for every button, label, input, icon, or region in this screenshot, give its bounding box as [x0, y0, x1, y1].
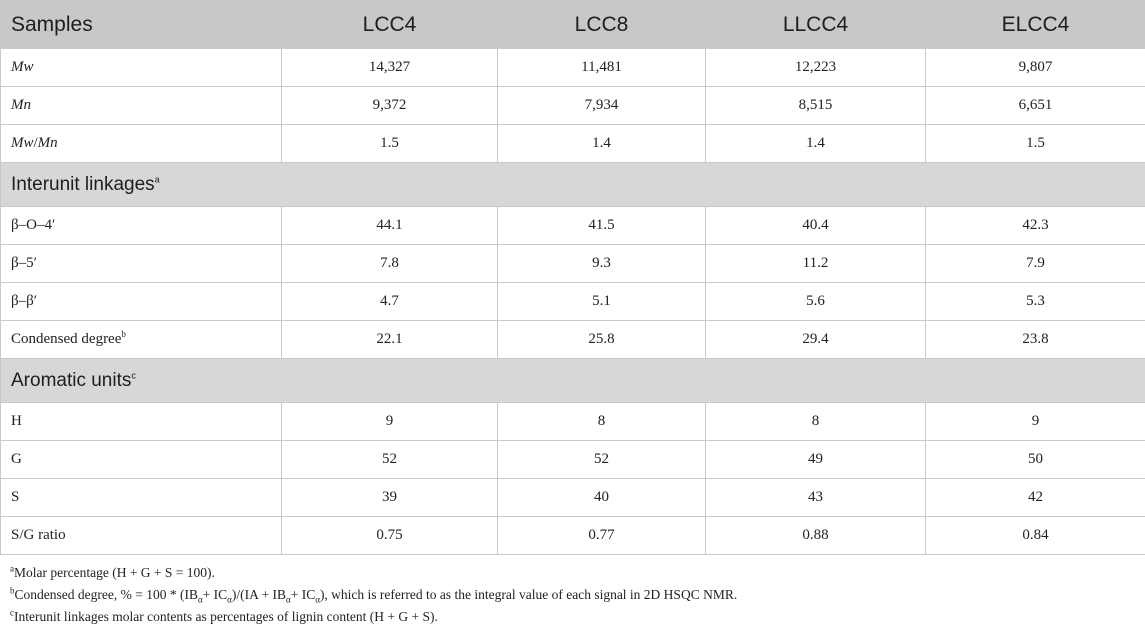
section-title: Interunit linkages [11, 174, 155, 195]
footnote-mark: c [131, 370, 136, 380]
footnote-c [10, 606, 737, 628]
footnote-text: ), which is referred to as the integral value of each signal in 2D HSQC NMR. [320, 587, 737, 602]
table-row [1, 441, 1145, 479]
cell-value: 9 [282, 403, 498, 441]
table-row [1, 283, 1145, 321]
cell-value: 9,372 [282, 87, 498, 125]
cell-value: 11,481 [498, 49, 706, 87]
table-row [1, 321, 1145, 359]
section-header-aromatic [1, 359, 1145, 403]
table-row [1, 245, 1145, 283]
footnote-text: Condensed degree, % = 100 * (IB [15, 587, 198, 602]
cell-value: 40.4 [706, 207, 926, 245]
cell-value: 29.4 [706, 321, 926, 359]
footnote-mark: a [10, 564, 14, 574]
footnote-a [10, 562, 737, 584]
footnote-b [10, 584, 737, 606]
cell-value: 12,223 [706, 49, 926, 87]
cell-value: 50 [926, 441, 1145, 479]
cell-value: 0.75 [282, 517, 498, 555]
subscript: α [286, 595, 291, 605]
row-label: β–β′ [1, 283, 282, 321]
section-header-linkages [1, 163, 1145, 207]
subscript: α [315, 595, 320, 605]
cell-value: 9.3 [498, 245, 706, 283]
row-label [1, 321, 282, 359]
cell-value: 8 [498, 403, 706, 441]
cell-value: 43 [706, 479, 926, 517]
cell-value: 52 [282, 441, 498, 479]
row-label: Mw [1, 49, 282, 87]
footnote-mark: b [10, 586, 15, 596]
cell-value: 5.6 [706, 283, 926, 321]
cell-value: 0.88 [706, 517, 926, 555]
cell-value: 25.8 [498, 321, 706, 359]
cell-value: 7.9 [926, 245, 1145, 283]
row-label: G [1, 441, 282, 479]
row-label: H [1, 403, 282, 441]
header-column: LCC8 [498, 1, 706, 49]
cell-value: 9 [926, 403, 1145, 441]
cell-value: 7.8 [282, 245, 498, 283]
cell-value: 23.8 [926, 321, 1145, 359]
table-header-row [1, 1, 1145, 49]
row-label: S/G ratio [1, 517, 282, 555]
footnote-text: + IC [203, 587, 228, 602]
label-part: Mw [11, 135, 34, 151]
footnote-text: )/(IA + IB [232, 587, 286, 602]
header-samples: Samples [1, 1, 282, 49]
table-row [1, 87, 1145, 125]
table-row [1, 49, 1145, 87]
cell-value: 41.5 [498, 207, 706, 245]
table-row [1, 517, 1145, 555]
cell-value: 14,327 [282, 49, 498, 87]
cell-value: 40 [498, 479, 706, 517]
cell-value: 49 [706, 441, 926, 479]
cell-value: 1.5 [282, 125, 498, 163]
cell-value: 6,651 [926, 87, 1145, 125]
footnote-text: Molar percentage (H + G + S = 100). [14, 565, 215, 580]
table-row [1, 207, 1145, 245]
cell-value: 52 [498, 441, 706, 479]
cell-value: 9,807 [926, 49, 1145, 87]
cell-value: 0.77 [498, 517, 706, 555]
subscript: α [198, 595, 203, 605]
header-column: LLCC4 [706, 1, 926, 49]
cell-value: 39 [282, 479, 498, 517]
table-row [1, 479, 1145, 517]
row-label: S [1, 479, 282, 517]
cell-value: 1.4 [498, 125, 706, 163]
cell-value: 42 [926, 479, 1145, 517]
cell-value: 8,515 [706, 87, 926, 125]
footnote-mark: a [155, 174, 160, 184]
cell-value: 4.7 [282, 283, 498, 321]
cell-value: 7,934 [498, 87, 706, 125]
cell-value: 1.5 [926, 125, 1145, 163]
cell-value: 22.1 [282, 321, 498, 359]
footnotes [10, 562, 737, 628]
row-label: β–5′ [1, 245, 282, 283]
section-title: Aromatic units [11, 370, 131, 391]
label-separator: / [34, 135, 38, 151]
cell-value: 42.3 [926, 207, 1145, 245]
footnote-mark: b [121, 329, 126, 339]
cell-value: 44.1 [282, 207, 498, 245]
footnote-text: Interunit linkages molar contents as percentages of lignin content (H + G + S). [14, 609, 438, 624]
header-column: ELCC4 [926, 1, 1145, 49]
table-row [1, 403, 1145, 441]
cell-value: 0.84 [926, 517, 1145, 555]
cell-value: 5.1 [498, 283, 706, 321]
label-part: Mn [38, 135, 58, 151]
row-label: β–O–4′ [1, 207, 282, 245]
cell-value: 8 [706, 403, 926, 441]
cell-value: 5.3 [926, 283, 1145, 321]
table-row [1, 125, 1145, 163]
cell-value: 11.2 [706, 245, 926, 283]
cell-value: 1.4 [706, 125, 926, 163]
footnote-text: + IC [291, 587, 316, 602]
subscript: α [227, 595, 232, 605]
row-label-text: Condensed degree [11, 331, 121, 347]
header-column: LCC4 [282, 1, 498, 49]
row-label [1, 125, 282, 163]
footnote-mark: c [10, 608, 14, 618]
row-label: Mn [1, 87, 282, 125]
